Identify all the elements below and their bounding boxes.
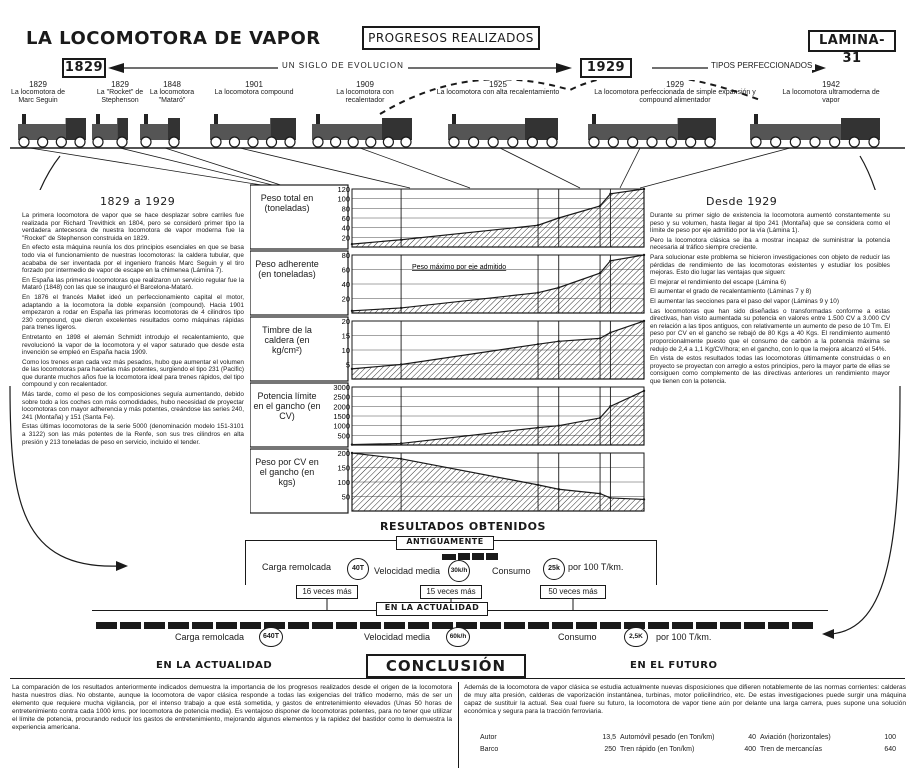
future-table-label: Barco (480, 746, 499, 753)
panel-label: Peso total en (toneladas) (260, 193, 314, 213)
locomotive-year: 1942 (822, 80, 840, 89)
data-point (599, 337, 601, 339)
future-table-row (620, 746, 756, 754)
locomotive-name: La locomotora ultramoderna de vapor (782, 89, 880, 104)
future-table-row (480, 746, 616, 754)
data-point (537, 484, 539, 486)
train-car (600, 622, 621, 629)
locomotive-year: 1925 (489, 80, 507, 89)
panel-label: Timbre de la caldera (en kg/cm²) (262, 325, 312, 355)
results-heading: RESULTADOS OBTENIDOS (380, 520, 546, 533)
locomotive-drawing (18, 114, 86, 147)
conclusion-heading: CONCLUSIÓN (366, 654, 526, 678)
future-table-row (760, 746, 896, 754)
data-point (609, 405, 611, 407)
chart-svg (250, 183, 648, 515)
data-point (643, 188, 645, 190)
year-end: 1929 (580, 58, 632, 78)
future-table-label: Aviación (horizontales) (760, 734, 831, 741)
locomotive-drawing (312, 114, 412, 147)
data-point (643, 390, 645, 392)
data-point (351, 310, 353, 312)
train-car (720, 622, 741, 629)
locomotive-year: 1829 (111, 80, 129, 89)
tick-label: 80 (341, 251, 350, 260)
century-label: UN SIGLO DE EVOLUCION (278, 61, 408, 70)
data-point (558, 424, 560, 426)
old-speed-value: 30k/h (448, 560, 470, 582)
conclusion-divider (458, 682, 459, 768)
locomotive-name: La locomotora con alta recalentamiento (436, 89, 560, 96)
train-car (384, 622, 405, 629)
train-car (336, 622, 357, 629)
old-load-value: 40T (347, 558, 369, 580)
data-point (400, 458, 402, 460)
future-table-label: Tren rápido (en Ton/km) (620, 746, 695, 753)
paragraph: En España las primeras locomotoras que realizaron un servicio regular fue la Mataró (1848) con las que se inauguró el Barcelona-Mataró. (22, 276, 244, 292)
old-train-icon (440, 550, 500, 562)
locomotive-drawing (92, 114, 128, 147)
data-point (609, 331, 611, 333)
future-table-label: Tren de mercancías (760, 746, 822, 753)
tick-label: 40 (341, 223, 350, 233)
train-car (744, 622, 765, 629)
locomotive-drawing (448, 114, 558, 147)
future-table-value: 13,5 (602, 734, 616, 741)
data-point (351, 452, 353, 454)
right-text-column (650, 212, 890, 474)
tick-label: 150 (337, 463, 350, 473)
data-point (351, 368, 353, 370)
tick-label: 10 (341, 346, 350, 355)
paragraph: El aumentar el grado de recalentamiento (Láminas 7 y 8) (650, 288, 812, 296)
data-point (643, 254, 645, 256)
train-car (312, 622, 333, 629)
locomotive-year: 1909 (356, 80, 374, 89)
evolution-chart (250, 183, 648, 515)
data-point (558, 286, 560, 288)
tick-label: 60 (341, 214, 350, 223)
paragraph: El aumentar las secciones para el paso del vapor (Láminas 9 y 10) (650, 297, 839, 305)
train-car (96, 622, 117, 629)
left-conclusion-heading: EN LA ACTUALIDAD (156, 660, 273, 671)
data-point (599, 417, 601, 419)
left-conclusion-text: La comparación de los resultados anteriormente indicados demuestra la importancia de los progresos realizados desde el origen de la locomotora hasta nuestros días. No obstante, aunque la locomotora de vapor clásica responde a todas las exigencias del tráfico moderno, más de ser un elemento que requiere mucha vigilancia, por el intenso trabajo a que está sometida, y gastos de entretenimiento elevados (Unas 50 horas de entretenimiento contra cada 1000 kms. por locomotora de potencia media). Es ventajoso disponer de locomotoras potentes, para no tener que utilizar el límite de potencia, procurando reducir los gastos de entretenimiento, mejorando algunos elementos y la rapidez del bastidor como lo demuestra la experiencia americana. (12, 684, 452, 731)
tick-label: 120 (337, 185, 350, 194)
paragraph: Más tarde, como el peso de los composiciones seguía aumentando, debido sobre todo a los coches con más comodidades, hubo necesidad de proyectar locomotoras con mayor adherencia y más potentes, creándose las series 240, 241 (Montaña) y 151 (Santa Fe). (22, 391, 244, 421)
mult-consumption: 50 veces más (540, 585, 606, 599)
data-point (643, 320, 645, 322)
old-consumption-value: 25k (543, 558, 565, 580)
train-car (408, 622, 429, 629)
tick-label: 80 (341, 204, 350, 214)
locomotive-year: 1901 (245, 80, 263, 89)
train-car (768, 622, 789, 629)
locomotive-name: La locomotora de Marc Seguin (10, 89, 66, 104)
old-consumption-label: Consumo (492, 566, 531, 576)
locomotive-name: La locomotora "Mataró" (149, 89, 195, 104)
paragraph: Durante su primer siglo de existencia la locomotora aumentó constantemente su peso y su volumen, hasta llegar al tipo 241 (Montaña) que se considera como el límite de peso por eje admitido por la vía (Lámina 1). (650, 212, 890, 235)
train-car (192, 622, 213, 629)
perfect-types-label: TIPOS PERFECCIONADOS (708, 61, 815, 70)
future-table-value: 250 (604, 746, 616, 753)
tick-label: 500 (337, 431, 350, 441)
right-conclusion-text: Además de la locomotora de vapor clásica se estudia actualmente nuevas disposiciones que difieren notablemente de las normas corrientes: calderas de muy alta presión, calderas de vaporización instantánea, turbinas, motor policilíndrico, etc. De estas investigaciones puede surgir una máquina capaz de sustituir la actual. Sea cual fuere su futuro, la locomotora de vapor tiene aún por delante una larga carrera, pues supone una solución económica y segura para la tracción ferroviaria. (464, 684, 906, 715)
paragraph: En 1876 el francés Mallet ideó un perfeccionamiento capital el motor, adaptando a la locomotora la doble expansión (compound). Hacia 1901 empezaron a rodar en España las primeras locomotoras de 4 cilindros tipo 230 compound, que dieron excelentes resultados como máquinas rápidas para trenes ligeros. (22, 293, 244, 332)
data-point (400, 307, 402, 309)
data-point (351, 443, 353, 445)
locomotive-drawing (140, 114, 180, 147)
locomotive-name: La locomotora compound (214, 89, 294, 96)
future-table-row (760, 734, 896, 742)
train-car (792, 622, 813, 629)
train-car (216, 622, 237, 629)
new-speed-label: Velocidad media (364, 632, 431, 642)
train-car (672, 622, 693, 629)
paragraph: El mejorar el rendimiento del escape (Lámina 6) (650, 278, 787, 286)
tick-label: 100 (337, 478, 350, 487)
tick-label: 20 (341, 294, 350, 304)
panel-label: Peso por CV en el gancho (en kgs) (255, 457, 319, 487)
new-per-unit: por 100 T/km. (656, 632, 712, 642)
train-car (528, 622, 549, 629)
locomotive-year: 1929 (666, 80, 684, 89)
locomotive-name: La locomotora perfeccionada de simple expansión y compound alimentador (594, 89, 756, 104)
paragraph: Las locomotoras que han sido diseñadas o transformadas conforme a estas directivas, han visto aumentada su potencia en valores entre 1.500 CV a 3.000 CV en relación a las tipos antiguos, con relativamente un aumento de peso de 10 Tm. El peso por CV en el gancho se rebajó de 80 Kgs a 40 Kgs. El rendimiento aumentó proporcionalmente puesto que el consumo de carbón a la potencia máxima se redujo de 2,4 a 1,1 Kg/CV/hora; en el gancho, con lo que la mejora alcanzó el 54%. (650, 307, 890, 353)
paragraph: Entretanto en 1898 el alemán Schmidt introdujo el recalentamiento, que revolucionó la vapor de la locomotora y el vapor saturado que desde esta invención se empleó en España hacia 1909. (22, 333, 244, 357)
train-car (648, 622, 669, 629)
train-car (120, 622, 141, 629)
future-table-value: 40 (748, 734, 756, 741)
future-table (480, 734, 900, 768)
subtitle: PROGRESOS REALIZADOS (368, 31, 534, 45)
tick-label: 5 (345, 360, 350, 370)
future-table-value: 640 (884, 746, 896, 753)
future-table-row (620, 734, 756, 742)
new-consumption-label: Consumo (558, 632, 597, 642)
data-point (599, 492, 601, 494)
train-car (504, 622, 525, 629)
new-consumption-value: 2,5K (624, 627, 648, 647)
future-table-value: 100 (884, 734, 896, 741)
data-point (400, 239, 402, 241)
page-title: LA LOCOMOTORA DE VAPOR (26, 28, 321, 49)
paragraph: Para solucionar este problema se hicieron investigaciones con objeto de reducir las pérdidas de rendimiento de las locomotoras existentes y estudiar los posibles mejoras. Esto dio lugar las ventajas que siguen: (650, 253, 890, 277)
train-car (360, 622, 381, 629)
data-point (599, 205, 601, 207)
train-car (168, 622, 189, 629)
plate-number: LAMINA-31 (808, 30, 896, 52)
left-text-column (22, 212, 244, 484)
right-conclusion-heading: EN EL FUTURO (630, 660, 718, 671)
data-point (351, 243, 353, 245)
new-speed-value: 60k/h (446, 627, 470, 647)
annotation: Peso máximo por eje admitido (412, 264, 507, 271)
left-heading: 1829 a 1929 (100, 195, 176, 208)
new-load-label: Carga remolcada (175, 632, 245, 642)
train-car (144, 622, 165, 629)
train-car (576, 622, 597, 629)
data-point (558, 340, 560, 342)
paragraph: En efecto esta máquina reunía los dos principios esenciales en que se basa todo via el funcionamiento de nuestras locomotoras: la caldera tubular, que acababa de ser inventada por el ingeniero francés Marc Seguin y el tiro forzado por intermedio de vapor de escape en la chimenea (Lámina 7). (22, 244, 244, 275)
future-table-label: Autor (480, 734, 497, 741)
tick-label: 3000 (333, 383, 350, 392)
future-table-row (480, 734, 616, 742)
train-car (480, 622, 501, 629)
tick-label: 200 (337, 449, 350, 458)
tick-label: 60 (341, 265, 350, 275)
paragraph: En vista de estos resultados todas las locomotoras últimamente construidas o en proyecto se proyectan con arreglo a estos principios, pero la mayor parte de ellas se consiguen como complemento de las directivas anteriores un rendimiento mayor que tienen con la potencia. (650, 355, 890, 385)
future-table-value: 400 (744, 746, 756, 753)
tick-label: 15 (341, 331, 350, 341)
panel-label: Potencia límite en el gancho (en CV) (253, 391, 321, 421)
tick-label: 2500 (333, 392, 350, 402)
data-point (400, 363, 402, 365)
tick-label: 100 (337, 194, 350, 204)
data-point (537, 292, 539, 294)
train-car (432, 622, 453, 629)
old-per-unit: por 100 T/km. (568, 562, 624, 572)
locomotive-name: La "Rocket" de Stephenson (96, 89, 144, 104)
locomotive-year: 1829 (29, 80, 47, 89)
data-point (558, 217, 560, 219)
new-load-value: 640T (259, 627, 283, 647)
panel-label: Peso adherente (en toneladas) (255, 259, 319, 279)
old-speed-label: Velocidad media (374, 566, 441, 576)
train-car (288, 622, 309, 629)
paragraph: Pero la locomotora clásica se iba a mostrar incapaz de suministrar la potencia necesaria al tráfico siempre creciente. (650, 236, 890, 252)
year-start: 1829 (62, 58, 106, 78)
tick-label: 1000 (333, 421, 350, 431)
tick-label: 50 (341, 492, 350, 502)
data-point (599, 272, 601, 274)
tick-label: 2000 (333, 402, 350, 412)
tick-label: 1500 (333, 412, 350, 421)
locomotive-name: La locomotora con recalentador (336, 89, 394, 104)
old-load-label: Carga remolcada (262, 562, 332, 572)
locomotive-drawing (210, 114, 296, 147)
tick-label: 20 (341, 233, 350, 243)
data-point (537, 426, 539, 428)
data-point (537, 343, 539, 345)
data-point (537, 224, 539, 226)
now-label: EN LA ACTUALIDAD (376, 602, 488, 616)
locomotive-drawing (750, 114, 880, 147)
locomotive-drawing (588, 114, 716, 147)
future-table-label: Automóvil pesado (en Ton/km) (620, 734, 715, 741)
paragraph: Como los trenes eran cada vez más pesados, hubo que aumentar el volumen de las locomotoras para hacerlas más potentes, surgiendo el tipo 231 (Pacific) que durante muchos años fue la locomotora ideal para trenes rápidos, del tipo compound y con recalentador. (22, 358, 244, 389)
train-car (552, 622, 573, 629)
mult-speed: 15 veces más (420, 585, 482, 599)
locomotive-year: 1848 (163, 80, 181, 89)
data-point (643, 498, 645, 500)
data-point (558, 488, 560, 490)
train-car (240, 622, 261, 629)
subtitle-box (362, 26, 540, 50)
tick-label: 40 (341, 280, 350, 289)
data-point (400, 442, 402, 444)
paragraph: Estas últimas locomotoras de la serie 5000 (denominación modelo 151-3101 a 3122) son las más potentes de la Renfe, son sus tres cilindros en alta presión y 213 toneladas de peso en servicio, incluido el tender. (22, 423, 244, 446)
paragraph: La primera locomotora de vapor que se hace desplazar sobre carriles fue realizada por Richard Trevithick en 1804, pero se consideró primer tipo la verdadera antecesora de nuestra locomotora de vapor moderna fue la "Rocket" de Stephenson construida en 1829. (22, 212, 244, 242)
train-car (696, 622, 717, 629)
data-point (609, 497, 611, 499)
mult-load: 16 veces más (296, 585, 358, 599)
right-heading: Desde 1929 (706, 195, 778, 208)
old-label: ANTIGUAMENTE (396, 536, 494, 550)
tick-label: 20 (341, 317, 350, 326)
data-point (609, 193, 611, 195)
data-point (609, 260, 611, 262)
